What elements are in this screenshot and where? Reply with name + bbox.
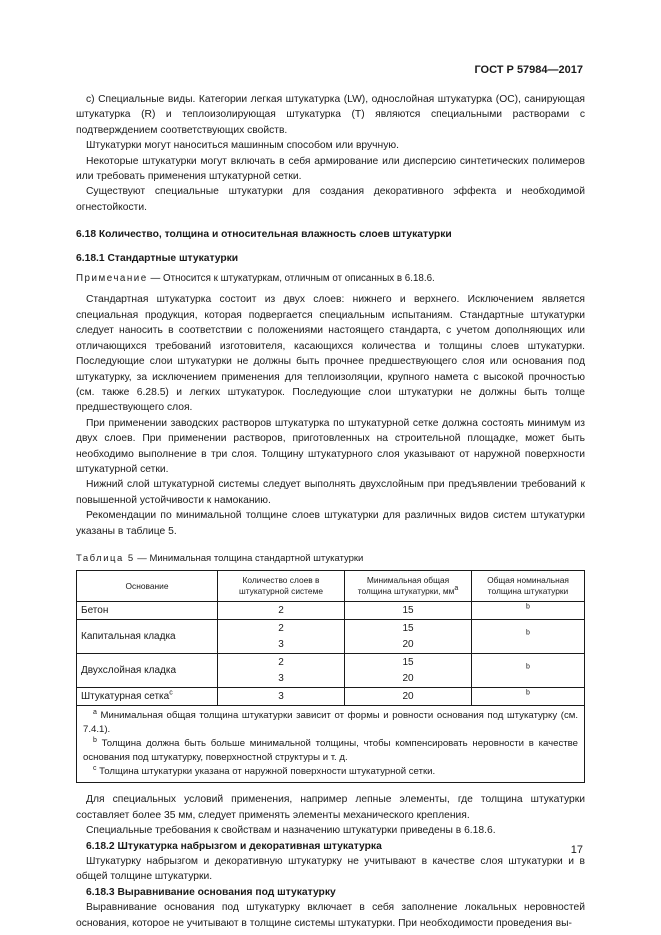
cell-thickness: [345, 654, 472, 688]
footnote-mark: a: [93, 709, 97, 717]
paragraph: Существуют специальные штукатурки для создания декоративного эффекта и необходимой огнестойкости.: [76, 186, 585, 213]
header-text: Минимальная общая толщина штукатурки, мм: [357, 575, 455, 597]
header-cell: Количество слоев в штукатурной системе: [218, 571, 345, 602]
cell-nominal: [472, 620, 585, 654]
section-heading: 6.18 Количество, толщина и относительная влажность слоев штукатурки: [76, 229, 452, 241]
layers-value: 3: [278, 638, 284, 650]
layers-value: 2: [278, 657, 284, 669]
paragraph: Рекомендации по минимальной толщине слоев штукатурки для различных видов систем штукатурки указаны в таблице 5.: [76, 510, 585, 537]
table-header-row: [77, 571, 585, 602]
cell-layers: [218, 620, 345, 654]
table-footnote: [83, 709, 578, 737]
page-body: [76, 92, 585, 931]
footnote-ref: b: [526, 603, 530, 611]
cell-nominal: [472, 602, 585, 620]
table-row: [77, 688, 585, 706]
footnote-mark: c: [93, 765, 97, 773]
cell-base: Двухслойная кладка: [77, 654, 218, 688]
thickness-value: 15: [402, 623, 414, 635]
note-label: Примечание: [76, 273, 148, 285]
header-cell: Основание: [77, 571, 218, 602]
layers-value: 2: [278, 623, 284, 635]
footnote-ref: b: [526, 663, 530, 671]
paragraph: Некоторые штукатурки могут включать в себя армирование или дисперсию синтетических полимеров или требовать применения штукатурной сетки.: [76, 155, 585, 183]
footnote-ref: a: [454, 585, 459, 593]
table-row: [77, 654, 585, 688]
subsection-heading: 6.18.3 Выравнивание основания под штукатурку: [86, 886, 336, 898]
subsection-heading: 6.18.2 Штукатурка набрызгом и декоративная штукатурка: [86, 840, 382, 852]
table-row: [77, 602, 585, 620]
thickness-value: 20: [402, 638, 414, 650]
cell-nominal: [472, 654, 585, 688]
table-footnote: [83, 737, 578, 765]
thickness-value: 20: [402, 672, 414, 684]
base-text: Штукатурная сетка: [81, 691, 170, 703]
table-caption: [76, 551, 585, 566]
table-caption-label: Таблица 5: [76, 552, 135, 564]
table-caption-text: — Минимальная толщина стандартной штукатурки: [134, 552, 364, 564]
header-cell: Общая номинальная толщина штукатурки: [472, 571, 585, 602]
footnote-ref: c: [169, 689, 173, 697]
cell-thickness: [345, 620, 472, 654]
paragraph: Выравнивание основания под штукатурку включает в себя заполнение локальных неровностей основания, которое не учитывают в толщине системы штукатурки. При необходимости проведения вы-: [76, 902, 585, 929]
cell-layers: [218, 654, 345, 688]
footnote-ref: b: [526, 629, 530, 637]
footnote-text: Толщина штукатурки указана от наружной поверхности штукатурной сетки.: [96, 766, 436, 778]
footnote-text: Минимальная общая толщина штукатурки зависит от формы и ровности основания под штукатурку (см. 7.4.1).: [83, 710, 578, 736]
cell-thickness: 20: [345, 688, 472, 706]
page-number: 17: [570, 844, 583, 856]
table-footnotes: [77, 706, 585, 783]
thickness-value: 15: [402, 657, 414, 669]
paragraph: с) Специальные виды. Категории легкая штукатурка (LW), однослойная штукатурка (OC), санирующая штукатурка (R) и теплоизолирующая штукатурка (T) являются специальными растворами с подтверждением соответствующих свойств.: [76, 94, 585, 136]
cell-thickness: 15: [345, 602, 472, 620]
thickness-table: [76, 570, 585, 783]
note-text: — Относится к штукатуркам, отличным от описанных в 6.18.6.: [147, 273, 435, 285]
paragraph: Специальные требования к свойствам и назначению штукатурки приведены в 6.18.6.: [86, 825, 496, 837]
cell-layers: 2: [218, 602, 345, 620]
layers-value: 3: [278, 672, 284, 684]
table-row: [77, 620, 585, 654]
cell-base: [77, 688, 218, 706]
paragraph: Штукатурку набрызгом и декоративную штукатурку не учитывают в качестве слоя штукатурки и в общей толщине штукатурки.: [76, 856, 585, 883]
table-footnotes-row: [77, 706, 585, 783]
footnote-text: Толщина должна быть больше минимальной толщины, чтобы компенсировать неровности в качестве основания под штукатурку, поверхностной структуры и т. д.: [83, 738, 578, 764]
paragraph: Нижний слой штукатурной системы следует выполнять двухслойным при предъявлении требований к повышенной устойчивости к намоканию.: [76, 479, 585, 506]
cell-base: Капитальная кладка: [77, 620, 218, 654]
subsection-heading: 6.18.1 Стандартные штукатурки: [76, 252, 239, 264]
cell-nominal: [472, 688, 585, 706]
cell-base: Бетон: [77, 602, 218, 620]
note: [76, 271, 585, 286]
header-cell: [345, 571, 472, 602]
paragraph: При применении заводских растворов штукатурка по штукатурной сетке должна состоять минимум из двух слоев. При применении растворов, приготовленных на строительной площадке, может быть необходимо выполнение в три слоя. Толщину штукатурного слоя указывают от наружной поверхности штукатурной сетки.: [76, 417, 585, 475]
cell-layers: 3: [218, 688, 345, 706]
table-footnote: [83, 765, 578, 779]
footnote-mark: b: [93, 737, 97, 745]
paragraph: Для специальных условий применения, например лепные элементы, где толщина штукатурки составляет более 35 мм, следует применять элементы механического крепления.: [76, 794, 585, 821]
footnote-ref: b: [526, 689, 530, 697]
paragraph: Стандартная штукатурка состоит из двух слоев: нижнего и верхнего. Исключением является специальная продукция, которая подвергается специальным испытаниям. Стандартные штукатурки следует наносить в соответствии с положениями настоящего стандарта, с учетом дополняющих или отличающихся требований изготовителя, касающихся количества и толщины слоев штукатурки. Последующие слои штукатурки не должны быть прочнее предшествующего слоя или основания под штукатурку, за исключением применения для теплоизоляции, крупного намета с высокой прочностью (см. также 6.28.5) и легких штукатурок. Последующие слои штукатурки не должны быть толще предшествующего слоя.: [76, 294, 585, 414]
paragraph: Штукатурки могут наноситься машинным способом или вручную.: [86, 140, 399, 152]
standard-header: ГОСТ Р 57984—2017: [474, 64, 583, 76]
